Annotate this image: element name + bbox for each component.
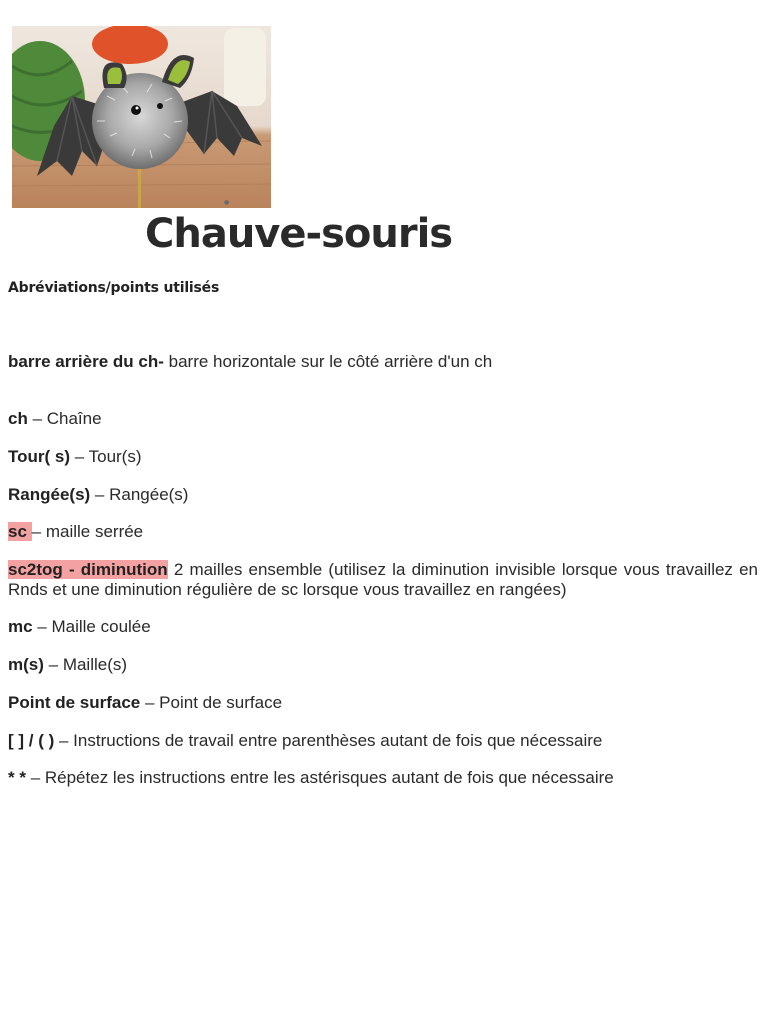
entry-term: Tour( s) [8,447,71,466]
entry-separator: – [32,617,52,636]
abbreviation-entry [8,768,758,788]
entry-separator: – [27,409,47,428]
abbreviation-entry [8,485,758,505]
entry-separator: – [31,522,46,541]
entry-separator: – [54,731,74,750]
entry-term-highlighted: sc [8,522,32,541]
entry-separator: – [70,447,89,466]
entry-term-highlighted: sc2tog - diminution [8,560,168,579]
entry-term: barre arrière du ch- [8,352,164,371]
entry-separator: – [140,693,160,712]
abbreviation-entry [8,447,758,467]
entry-term: ch [8,409,28,428]
entry-term: [ ] / ( ) [8,731,55,750]
entry-term: * * [8,768,26,787]
entry-definition: 2 mailles ensemble (utilisez la diminution invisible lorsque vous travaillez en Rnds et une diminution régulière de sc lorsque vous travaillez en rangées) [8,560,758,599]
entry-definition: Rangée(s) [109,485,189,504]
abbreviation-entry [8,409,758,429]
entry-term: Point de surface [8,693,141,712]
svg-text:●: ● [224,199,230,206]
entry-definition: Instructions de travail entre parenthèses autant de fois que nécessaire [73,731,603,750]
abbreviation-entry [8,522,758,542]
entry-term: mc [8,617,33,636]
bat-photo [12,26,271,208]
entry-separator: – [43,655,63,674]
entry-definition: Point de surface [159,693,283,712]
entry-definition: maille serrée [45,522,144,541]
abbreviation-entry [8,693,758,713]
entry-definition: Maille(s) [62,655,128,674]
entry-term: Rangée(s) [8,485,91,504]
entry-definition: Tour(s) [88,447,142,466]
entry-term: m(s) [8,655,44,674]
entry-separator: – [90,485,110,504]
abbreviation-entry [8,617,758,637]
entry-definition: Répétez les instructions entre les astérisques autant de fois que nécessaire [44,768,614,787]
abbreviation-entry [8,731,758,751]
abbreviation-entry [8,560,758,600]
abbreviations-heading: Abréviations/points utilisés [8,280,220,296]
entry-definition: Maille coulée [51,617,151,636]
abbreviation-entry [8,655,758,675]
entry-definition: Chaîne [46,409,102,428]
entry-definition: barre horizontale sur le côté arrière d'un ch [168,352,493,371]
abbreviation-entry [8,352,758,372]
page-title: Chauve-souris [145,211,453,257]
entry-separator: – [25,768,45,787]
